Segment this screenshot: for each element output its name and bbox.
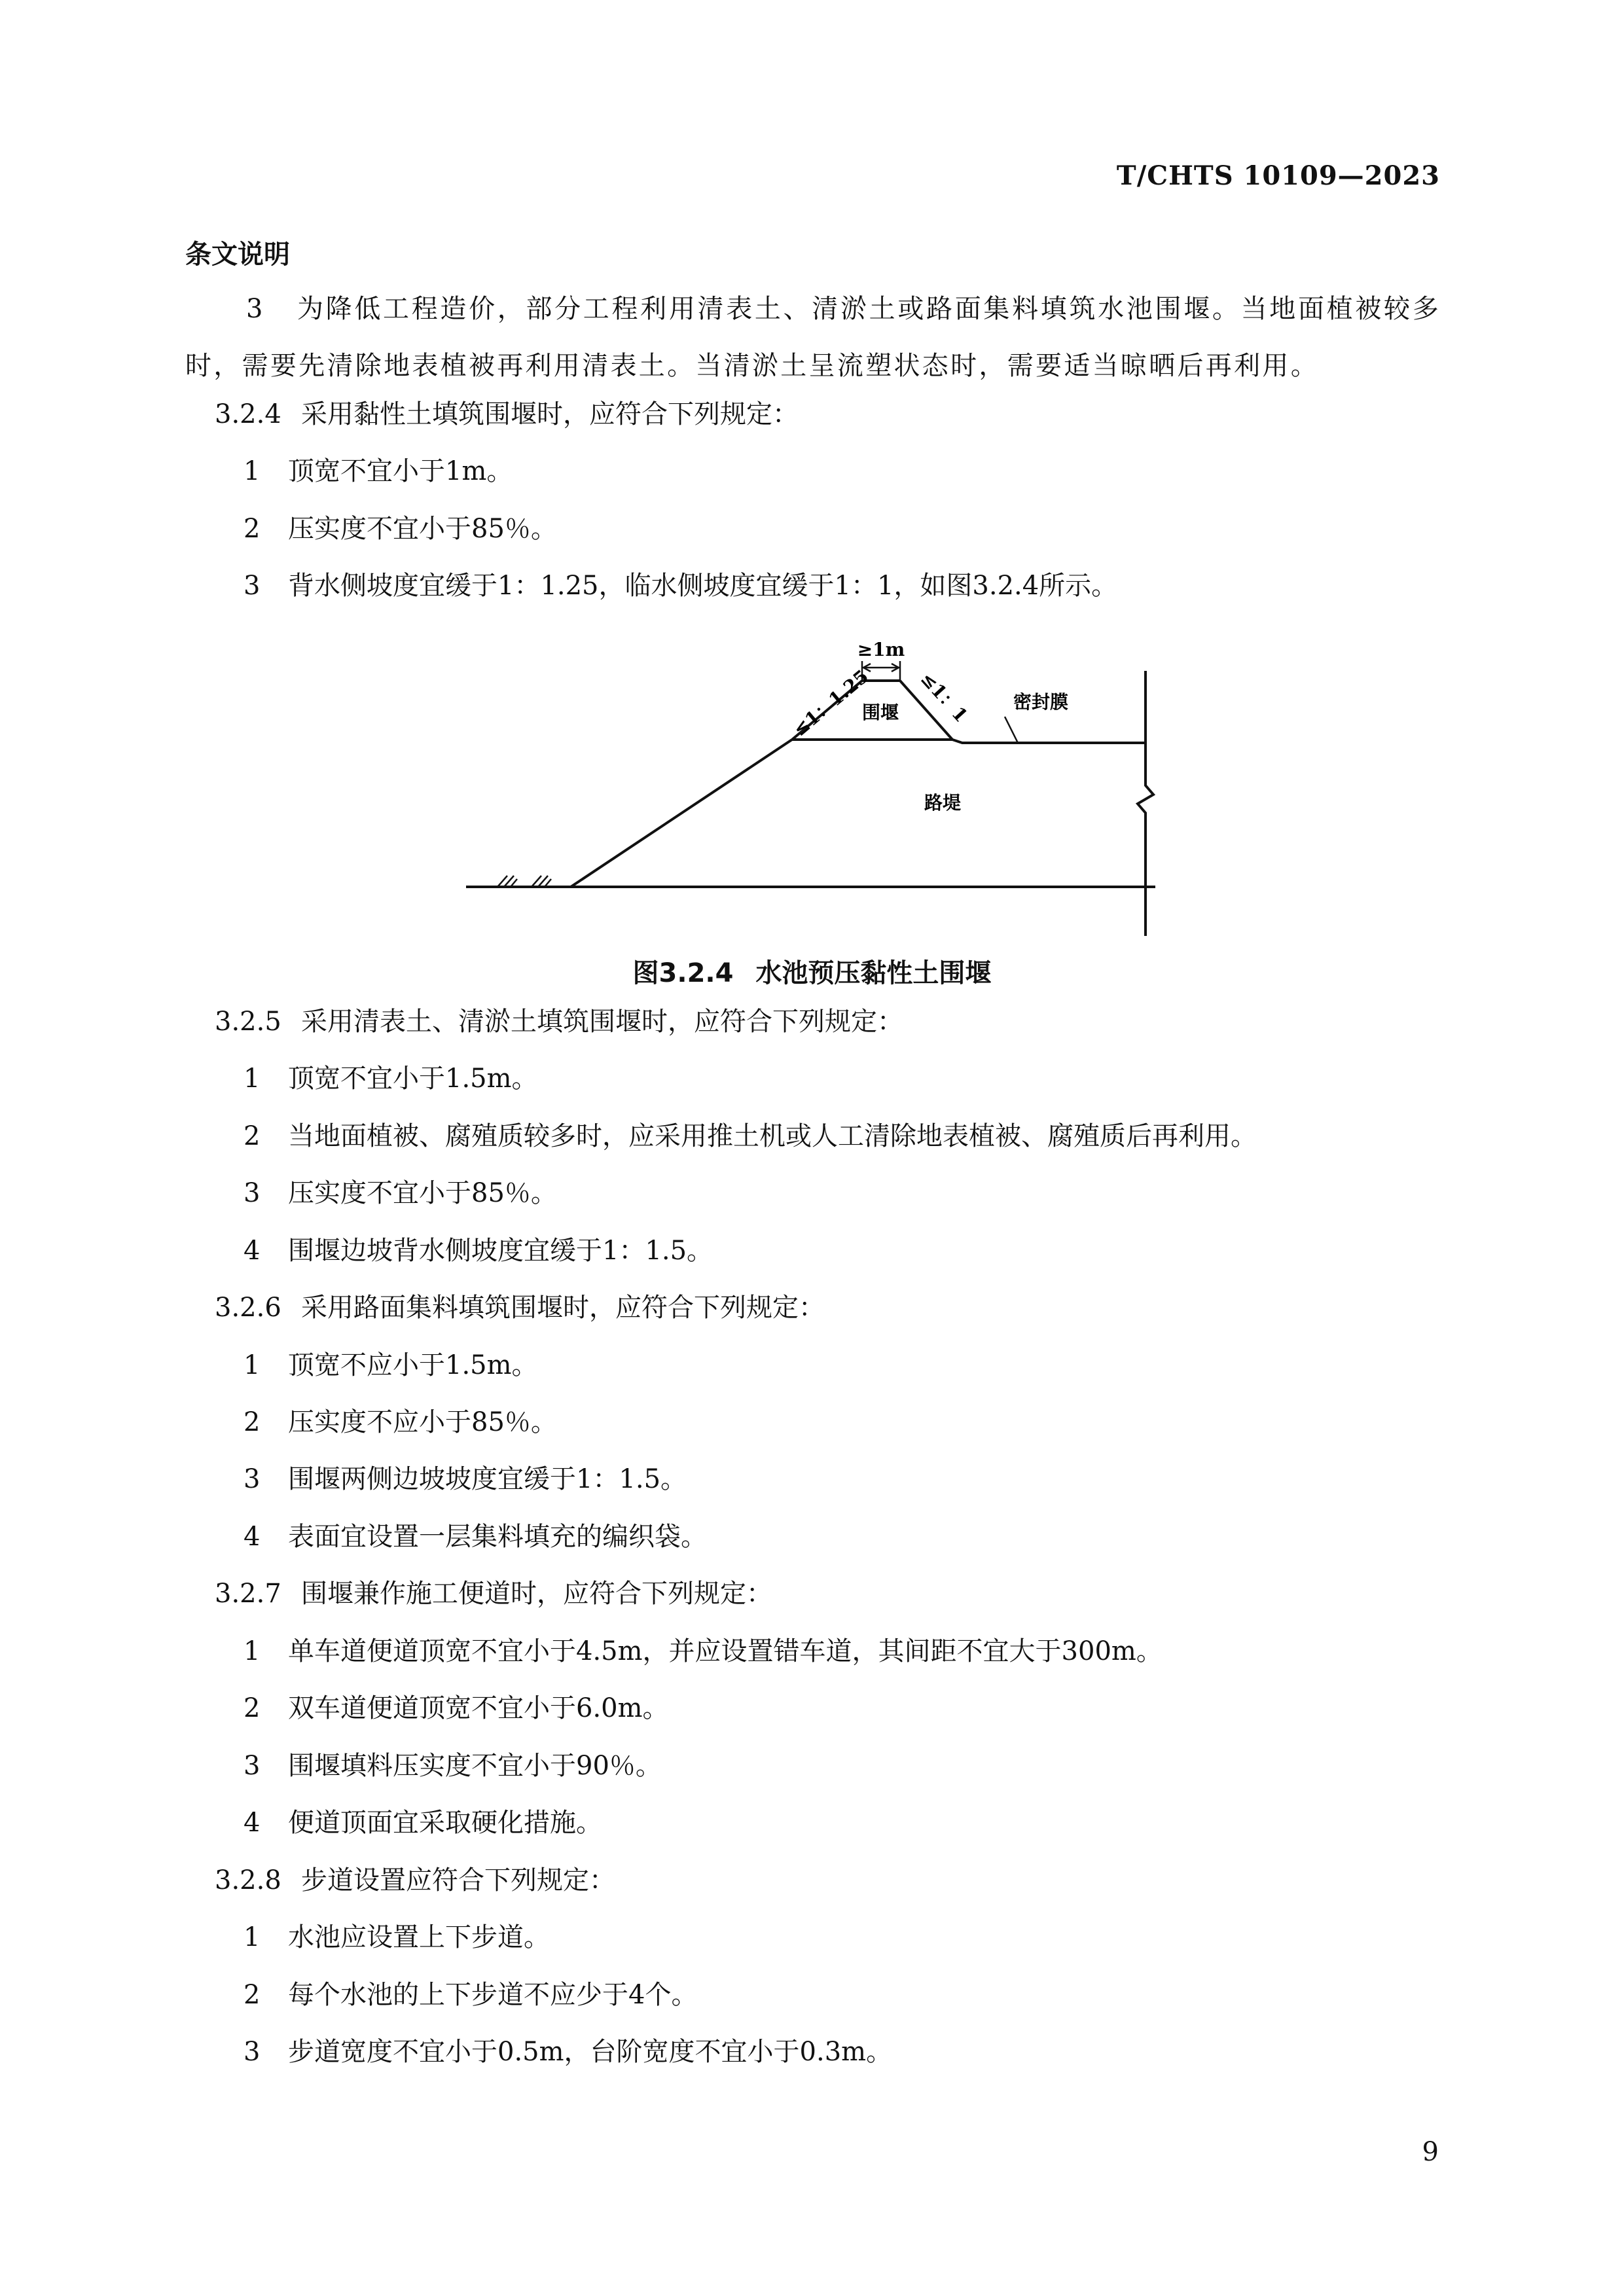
item-number: 2 <box>244 1980 261 2010</box>
item-number: 3 <box>244 571 261 601</box>
list-item <box>244 1524 707 1550</box>
list-item <box>244 458 513 484</box>
item-text: 围堰边坡背水侧坡度宜缓于1：1.5。 <box>288 1236 713 1266</box>
item-text: 压实度不宜小于85％。 <box>288 514 557 544</box>
clause-title: 采用清表土、清淤土填筑围堰时，应符合下列规定： <box>301 1007 903 1037</box>
list-item <box>244 1810 602 1836</box>
item-number: 1 <box>244 1922 261 1952</box>
item-number: 2 <box>244 1121 261 1151</box>
item-text: 每个水池的上下步道不应少于4个。 <box>288 1980 698 2010</box>
item-text: 顶宽不宜小于1.5m。 <box>288 1064 538 1094</box>
clause-title: 采用黏性土填筑围堰时，应符合下列规定： <box>301 399 799 429</box>
item-number: 1 <box>244 456 261 486</box>
list-item <box>244 1409 557 1435</box>
item-text: 单车道便道顶宽不宜小于4.5m，并应设置错车道，其间距不宜大于300m。 <box>288 1636 1163 1666</box>
item-number: 1 <box>244 1636 261 1666</box>
embankment-label: 路堤 <box>924 792 962 814</box>
item-text: 水池应设置上下步道。 <box>288 1922 550 1952</box>
clause-number: 3.2.4 <box>215 399 281 429</box>
weir-label: 围堰 <box>861 702 899 723</box>
list-item <box>244 1638 1163 1664</box>
item-text: 顶宽不应小于1.5m。 <box>288 1350 538 1380</box>
list-item <box>244 1180 557 1206</box>
clause-3-2-6 <box>215 1295 825 1321</box>
item-text: 背水侧坡度宜缓于1：1.25，临水侧坡度宜缓于1：1，如图3.2.4所示。 <box>288 571 1118 601</box>
list-item <box>244 1695 669 1721</box>
figure-title: 水池预压黏性土围堰 <box>755 958 992 988</box>
list-item <box>244 1466 687 1492</box>
clause-3-2-4 <box>215 401 799 427</box>
sealing-membrane-line <box>952 740 1146 743</box>
clause-3-2-8 <box>215 1867 615 1893</box>
item-text: 围堰两侧边坡坡度宜缓于1：1.5。 <box>288 1464 687 1494</box>
figure-number: 图3.2.4 <box>632 958 734 988</box>
embankment-slope <box>571 740 792 887</box>
item-number: 3 <box>244 1751 261 1781</box>
list-item <box>244 516 557 542</box>
list-item <box>244 1066 538 1092</box>
item-number: 3 <box>244 1464 261 1494</box>
item-number: 3 <box>244 1178 261 1208</box>
left-slope-label: ≤1：1.25 <box>789 665 873 741</box>
item-text: 围堰填料压实度不宜小于90％。 <box>288 1751 662 1781</box>
list-item <box>244 1924 550 1950</box>
explanation-paragraph <box>185 281 1441 395</box>
explanation-number: 3 <box>246 294 265 324</box>
list-item <box>244 1982 697 2008</box>
item-number: 2 <box>244 1407 261 1437</box>
list-item <box>244 1123 1257 1149</box>
membrane-label: 密封膜 <box>1013 691 1069 713</box>
item-number: 4 <box>244 1522 261 1552</box>
section-heading: 条文说明 <box>185 240 290 270</box>
item-text: 步道宽度不宜小于0.5m，台阶宽度不宜小于0.3m。 <box>288 2037 893 2067</box>
list-item <box>244 2039 892 2065</box>
clause-number: 3.2.5 <box>215 1007 281 1037</box>
item-number: 4 <box>244 1236 261 1266</box>
item-number: 2 <box>244 1693 261 1723</box>
ground-hatch-icon <box>497 876 551 887</box>
right-boundary-line <box>1138 671 1153 936</box>
item-text: 压实度不应小于85％。 <box>288 1407 557 1437</box>
list-item <box>244 573 1117 599</box>
item-number: 1 <box>244 1064 261 1094</box>
membrane-leader-line <box>1005 717 1018 743</box>
item-number: 1 <box>244 1350 261 1380</box>
item-text: 顶宽不宜小于1m。 <box>288 456 513 486</box>
item-number: 4 <box>244 1808 261 1838</box>
item-text: 便道顶面宜采取硬化措施。 <box>288 1808 602 1838</box>
standard-code-header: T/CHTS 10109—2023 <box>1116 160 1440 191</box>
item-text: 表面宜设置一层集料填充的编织袋。 <box>288 1522 707 1552</box>
clause-3-2-5 <box>215 1009 903 1035</box>
item-text: 双车道便道顶宽不宜小于6.0m。 <box>288 1693 669 1723</box>
clause-title: 步道设置应符合下列规定： <box>301 1865 615 1895</box>
top-width-label: ≥1m <box>857 639 905 660</box>
clause-number: 3.2.6 <box>215 1293 281 1323</box>
clause-number: 3.2.7 <box>215 1579 281 1609</box>
clause-number: 3.2.8 <box>215 1865 281 1895</box>
list-item <box>244 1753 662 1779</box>
clause-title: 采用路面集料填筑围堰时，应符合下列规定： <box>301 1293 825 1323</box>
page-number: 9 <box>1422 2137 1439 2167</box>
clause-title: 围堰兼作施工便道时，应符合下列规定： <box>301 1579 772 1609</box>
clause-3-2-7 <box>215 1581 772 1607</box>
right-slope-label: ≤1：1 <box>916 668 972 726</box>
item-text: 压实度不宜小于85％。 <box>288 1178 557 1208</box>
explanation-text: 为降低工程造价，部分工程利用清表土、清淤土或路面集料填筑水池围堰。当地面植被较多时，需要先清除地表植被再利用清表土。当清淤土呈流塑状态时，需要适当晾晒后再利用。 <box>185 294 1441 381</box>
list-item <box>244 1238 713 1264</box>
figure-caption <box>0 952 1624 990</box>
list-item <box>244 1352 538 1378</box>
weir-cross-section-figure <box>458 628 1165 942</box>
item-number: 2 <box>244 514 261 544</box>
item-text: 当地面植被、腐殖质较多时，应采用推土机或人工清除地表植被、腐殖质后再利用。 <box>288 1121 1257 1151</box>
item-number: 3 <box>244 2037 261 2067</box>
